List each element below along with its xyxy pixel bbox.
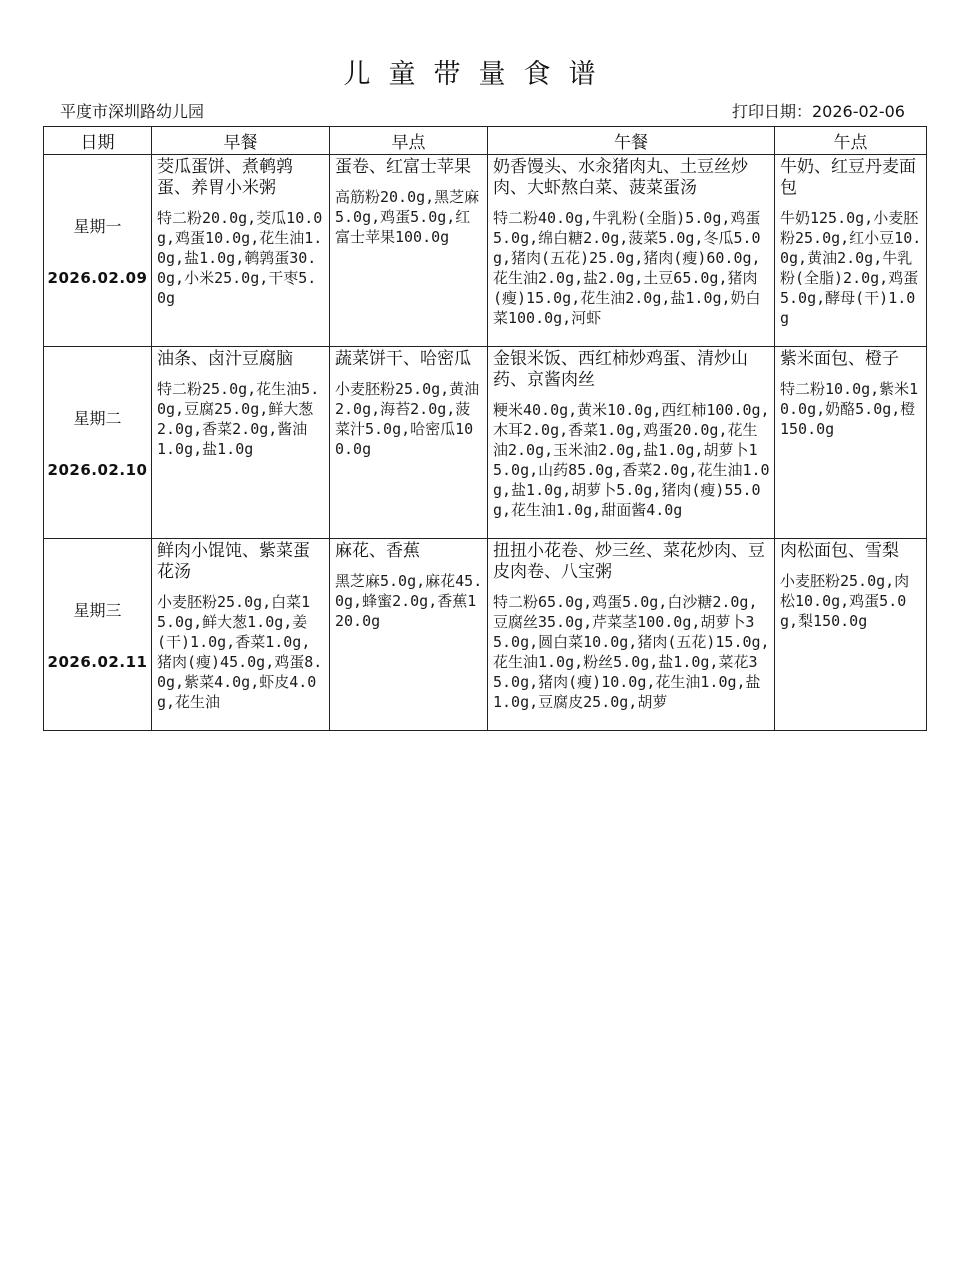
meal-cell-lunch bbox=[488, 155, 775, 347]
meal-cell-breakfast bbox=[152, 155, 330, 347]
date-cell bbox=[44, 347, 152, 539]
date-label: 2026.02.09 bbox=[47, 269, 148, 287]
dish-names: 麻花、香蕉 bbox=[335, 541, 420, 561]
ingredient-list: 小麦胚粉25.0g,白菜15.0g,鲜大葱1.0g,姜(干)1.0g,香菜1.0g,猪肉(瘦)45.0g,鸡蛋8.0g,紫菜4.0g,虾皮4.0g,花生油 bbox=[157, 593, 323, 711]
column-header-afternoon-snack: 午点 bbox=[775, 127, 927, 155]
meal-cell-lunch bbox=[488, 539, 775, 731]
weekday-label: 星期三 bbox=[73, 601, 122, 620]
ingredient-list: 特二粉20.0g,茭瓜10.0g,鸡蛋10.0g,花生油1.0g,盐1.0g,鹌鹑蛋30.0g,小米25.0g,干枣5.0g bbox=[157, 209, 323, 307]
date-cell bbox=[44, 539, 152, 731]
ingredient-list: 高筋粉20.0g,黑芝麻5.0g,鸡蛋5.0g,红富士苹果100.0g bbox=[335, 188, 480, 246]
dish-names: 金银米饭、西红柿炒鸡蛋、清炒山药、京酱肉丝 bbox=[493, 349, 748, 390]
ingredient-list: 粳米40.0g,黄米10.0g,西红柿100.0g,木耳2.0g,香菜1.0g,鸡蛋20.0g,花生油2.0g,玉米油2.0g,盐1.0g,胡萝卜15.0g,山药85.0g,香菜2.0g,花生油1.0g,盐1.0g,胡萝卜5.0g,猪肉(瘦)55.0g,花生油1.0g,甜面酱4.0g bbox=[493, 401, 770, 519]
meal-cell-morning-snack bbox=[330, 539, 488, 731]
ingredient-list: 特二粉65.0g,鸡蛋5.0g,白沙糖2.0g,豆腐丝35.0g,芹菜茎100.0g,胡萝卜35.0g,圆白菜10.0g,猪肉(五花)15.0g,花生油1.0g,粉丝5.0g,盐1.0g,菜花35.0g,猪肉(瘦)10.0g,花生油1.0g,盐1.0g,豆腐皮25.0g,胡萝 bbox=[493, 593, 770, 711]
meal-cell-breakfast bbox=[152, 539, 330, 731]
ingredient-list: 特二粉10.0g,紫米10.0g,奶酪5.0g,橙150.0g bbox=[780, 380, 919, 438]
ingredient-list: 小麦胚粉25.0g,肉松10.0g,鸡蛋5.0g,梨150.0g bbox=[780, 572, 910, 630]
column-header-date: 日期 bbox=[44, 127, 152, 155]
dish-names: 蛋卷、红富士苹果 bbox=[335, 157, 471, 177]
table-row bbox=[44, 155, 927, 347]
print-date: 打印日期：2026-02-06 bbox=[732, 102, 905, 121]
date-cell bbox=[44, 155, 152, 347]
ingredient-list: 特二粉40.0g,牛乳粉(全脂)5.0g,鸡蛋5.0g,绵白糖2.0g,菠菜5.0g,冬瓜5.0g,猪肉(五花)25.0g,猪肉(瘦)60.0g,花生油2.0g,盐2.0g,土豆65.0g,猪肉(瘦)15.0g,花生油2.0g,盐1.0g,奶白菜100.0g,河虾 bbox=[493, 209, 761, 327]
weekday-label: 星期一 bbox=[73, 217, 122, 236]
meal-cell-lunch bbox=[488, 347, 775, 539]
meal-cell-morning-snack bbox=[330, 155, 488, 347]
ingredient-list: 特二粉25.0g,花生油5.0g,豆腐25.0g,鲜大葱2.0g,香菜2.0g,酱油1.0g,盐1.0g bbox=[157, 380, 320, 458]
table-row bbox=[44, 539, 927, 731]
column-header-breakfast: 早餐 bbox=[152, 127, 330, 155]
dish-names: 茭瓜蛋饼、煮鹌鹑蛋、养胃小米粥 bbox=[157, 157, 293, 198]
dish-names: 扭扭小花卷、炒三丝、菜花炒肉、豆皮肉卷、八宝粥 bbox=[493, 541, 765, 582]
weekday-label: 星期二 bbox=[73, 409, 122, 428]
ingredient-list: 黑芝麻5.0g,麻花45.0g,蜂蜜2.0g,香蕉120.0g bbox=[335, 572, 483, 630]
dish-names: 肉松面包、雪梨 bbox=[780, 541, 899, 561]
menu-table bbox=[43, 126, 927, 731]
date-label: 2026.02.11 bbox=[47, 653, 148, 671]
column-header-lunch: 午餐 bbox=[488, 127, 775, 155]
table-row bbox=[44, 347, 927, 539]
meal-cell-breakfast bbox=[152, 347, 330, 539]
ingredient-list: 小麦胚粉25.0g,黄油2.0g,海苔2.0g,菠菜汁5.0g,哈密瓜100.0g bbox=[335, 380, 480, 458]
dish-names: 油条、卤汁豆腐脑 bbox=[157, 349, 293, 369]
date-label: 2026.02.10 bbox=[47, 461, 148, 479]
header-row bbox=[44, 127, 927, 155]
dish-names: 蔬菜饼干、哈密瓜 bbox=[335, 349, 471, 369]
dish-names: 牛奶、红豆丹麦面包 bbox=[780, 157, 916, 198]
meal-cell-afternoon-snack bbox=[775, 347, 927, 539]
dish-names: 紫米面包、橙子 bbox=[780, 349, 899, 369]
school-name: 平度市深圳路幼儿园 bbox=[60, 102, 205, 121]
dish-names: 鲜肉小馄饨、紫菜蛋花汤 bbox=[157, 541, 310, 582]
column-header-morning-snack: 早点 bbox=[330, 127, 488, 155]
meal-cell-afternoon-snack bbox=[775, 155, 927, 347]
ingredient-list: 牛奶125.0g,小麦胚粉25.0g,红小豆10.0g,黄油2.0g,牛乳粉(全脂)2.0g,鸡蛋5.0g,酵母(干)1.0g bbox=[780, 209, 922, 327]
meal-cell-morning-snack bbox=[330, 347, 488, 539]
page-title: 儿童带量食谱 bbox=[343, 59, 614, 90]
meal-cell-afternoon-snack bbox=[775, 539, 927, 731]
dish-names: 奶香馒头、水汆猪肉丸、土豆丝炒肉、大虾熬白菜、菠菜蛋汤 bbox=[493, 157, 748, 198]
